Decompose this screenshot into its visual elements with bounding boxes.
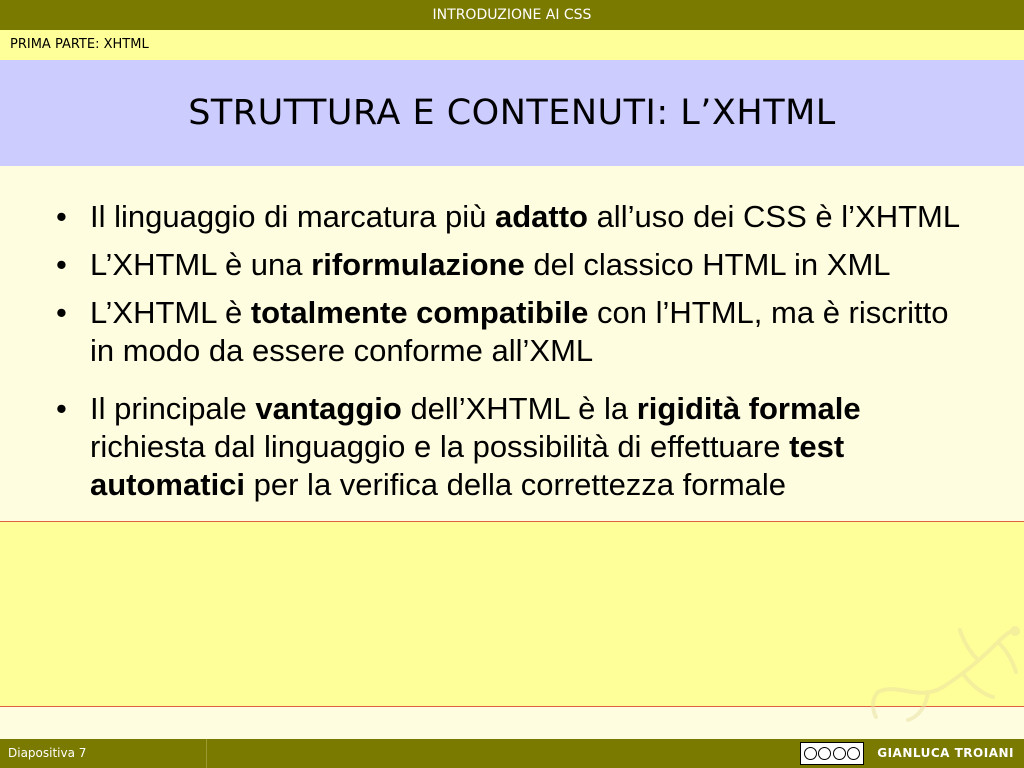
bullet-text	[90, 295, 948, 368]
bullet-text	[90, 391, 861, 502]
bold-run: totalmente compatibile	[250, 295, 589, 330]
bold-run: riformulazione	[311, 247, 525, 282]
text-run: Il principale	[90, 391, 256, 426]
presentation-title-bar	[0, 0, 1024, 30]
section-label: PRIMA PARTE: XHTML	[10, 37, 149, 52]
presentation-title: INTRODUZIONE AI CSS	[432, 7, 592, 23]
section-bar	[0, 30, 1024, 60]
text-run: del classico HTML in XML	[524, 247, 891, 282]
bold-run: rigidità formale	[636, 391, 861, 426]
slide-title-band	[0, 60, 1024, 166]
text-run: Il linguaggio di marcatura più	[90, 199, 495, 234]
bullet-item	[56, 246, 976, 284]
text-run: per la verifica della correttezza formale	[245, 467, 787, 502]
bullet-text	[90, 247, 891, 282]
bullet-item	[56, 294, 976, 370]
bold-run: adatto	[494, 199, 588, 234]
slide-title: STRUTTURA E CONTENUTI: L’XHTML	[188, 93, 836, 133]
author-name: GIANLUCA TROIANI	[877, 746, 1014, 760]
cc-nc-icon	[833, 747, 846, 760]
bullet-item	[56, 390, 976, 504]
cc-by-icon	[818, 747, 831, 760]
footer-bar	[0, 739, 1024, 768]
text-run: L’XHTML è	[90, 295, 251, 330]
cc-circle-icon	[804, 747, 817, 760]
creative-commons-by-nc-nd-icon	[800, 742, 864, 765]
bold-run: test automatici	[90, 429, 845, 502]
text-run: dell’XHTML è la	[401, 391, 637, 426]
bullet-list	[56, 198, 976, 514]
text-run: all’uso dei CSS è l’XHTML	[587, 199, 961, 234]
cc-nd-icon	[847, 747, 860, 760]
gecko-watermark-icon	[868, 612, 1024, 732]
slide-number: Diapositiva 7	[8, 739, 207, 768]
bold-run: vantaggio	[255, 391, 402, 426]
text-run: con l’HTML, ma è riscritto in modo da essere conforme all’XML	[90, 295, 949, 368]
bullet-item	[56, 198, 976, 236]
bullet-text	[90, 199, 960, 234]
text-run: richiesta dal linguaggio e la possibilità di effettuare	[90, 429, 790, 464]
text-run: L’XHTML è una	[90, 247, 312, 282]
